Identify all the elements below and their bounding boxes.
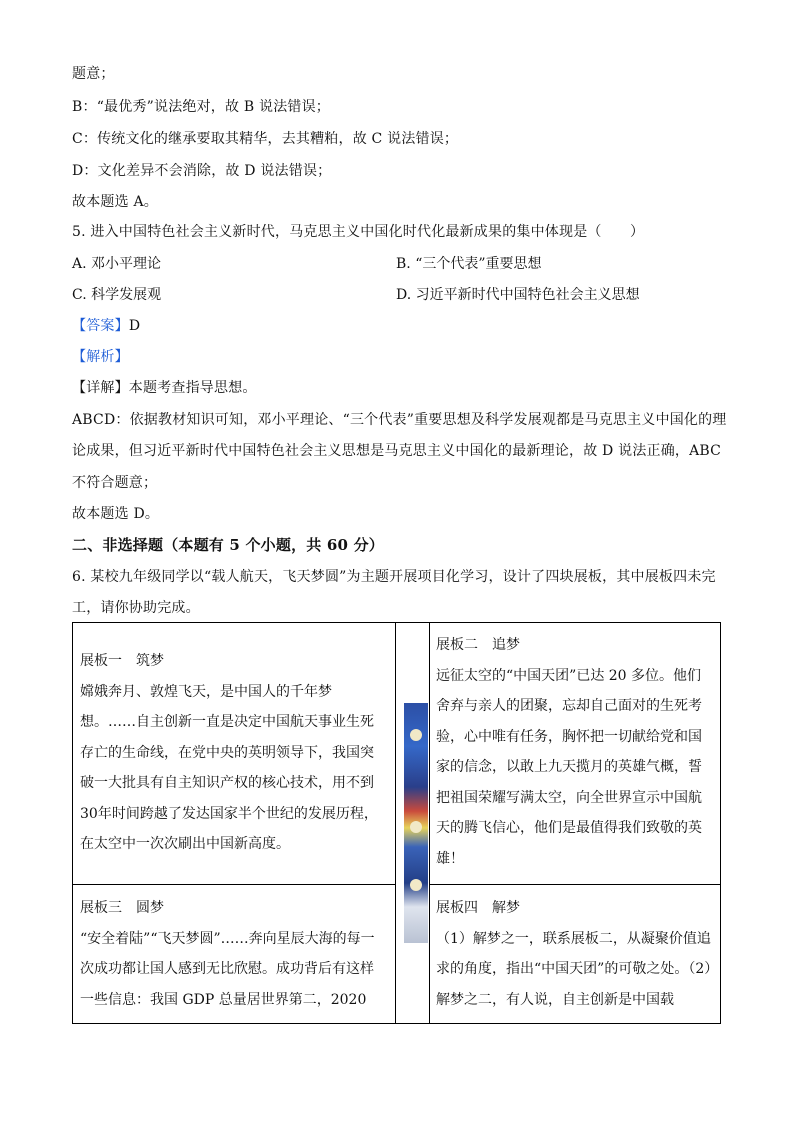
text-line: C：传统文化的继承要取其精华，去其糟粕，故 C 说法错误； xyxy=(72,131,459,147)
space-illustration xyxy=(404,703,428,943)
conclusion-line: 故本题选 D。 xyxy=(72,506,160,522)
board-two-title: 展板二 追梦 xyxy=(436,637,520,653)
explanation-line: ABCD：依据教材知识可知，邓小平理论、“三个代表”重要思想及科学发展观都是马克思主义中国化的理 xyxy=(72,412,727,428)
option-d: D. 习近平新时代中国特色社会主义思想 xyxy=(396,287,640,303)
section-heading: 二、非选择题（本题有 5 个小题，共 60 分） xyxy=(72,536,385,554)
question-6-cont: 工，请你协助完成。 xyxy=(72,600,200,616)
analysis-tag: 【解析】 xyxy=(72,349,129,365)
explanation-line: 论成果，但习近平新时代中国特色社会主义思想是马克思主义中国化的最新理论，故 D 说法正确，ABC xyxy=(72,443,722,459)
board-four-body: （1）解梦之一，联系展板二，从凝聚价值追求的角度，指出“中国天团”的可敬之处。（2）解梦之二，有人说，自主创新是中国载 xyxy=(436,930,712,1008)
board-one xyxy=(80,646,380,860)
board-two-body: 远征太空的“中国天团”已达 20 多位。他们舍弃与亲人的团聚，忘却自己面对的生死考验，心中唯有任务，胸怀把一切献给党和国家的信念，以敢上九天揽月的英雄气概，誓把祖国荣耀写满太空，向全世界宣示中国航天的腾飞信心，他们是最值得我们致敬的英雄！ xyxy=(436,667,702,867)
board-three xyxy=(80,893,380,1015)
answer-value: D xyxy=(128,318,141,334)
divider xyxy=(73,884,396,885)
text-line: 故本题选 A。 xyxy=(72,194,158,210)
board-four-title: 展板四 解梦 xyxy=(436,900,520,916)
option-a: A. 邓小平理论 xyxy=(72,256,162,272)
answer-line xyxy=(72,316,140,336)
option-b: B. “三个代表”重要思想 xyxy=(396,256,542,272)
board-two xyxy=(436,630,714,874)
explanation-line: 不符合题意； xyxy=(72,475,158,491)
board-one-body: 嫦娥奔月、敦煌飞天，是中国人的千年梦想。……自主创新一直是决定中国航天事业生死存亡的生命线，在党中央的英明领导下，我国突破一大批具有自主知识产权的核心技术，用不到30年时间跨越了发达国家半个世纪的发展历程，在太空中一次次刷出中国新高度。 xyxy=(80,683,378,852)
text-line: D：文化差异不会消除，故 D 说法错误； xyxy=(72,163,332,179)
text-line: 题意； xyxy=(72,66,115,82)
board-three-body: “安全着陆”“飞天梦圆”……奔向星辰大海的每一次成功都让国人感到无比欣慰。成功背后有这样一些信息：我国 GDP 总量居世界第二，2020 xyxy=(80,930,375,1008)
board-four xyxy=(436,893,714,1015)
board-three-title: 展板三 圆梦 xyxy=(80,900,164,916)
divider xyxy=(429,623,430,1023)
detail-line: 【详解】本题考查指导思想。 xyxy=(72,380,257,396)
display-board-table xyxy=(72,622,721,1024)
question-6: 6. 某校九年级同学以“载人航天，飞天梦圆”为主题开展项目化学习，设计了四块展板，其中展板四未完 xyxy=(72,569,716,585)
question-5: 5. 进入中国特色社会主义新时代，马克思主义中国化时代化最新成果的集中体现是（ ） xyxy=(72,224,645,240)
answer-tag: 【答案】 xyxy=(72,318,129,334)
text-line: B：“最优秀”说法绝对，故 B 说法错误； xyxy=(72,99,330,115)
board-one-title: 展板一 筑梦 xyxy=(80,653,164,669)
analysis-line xyxy=(72,347,129,367)
divider xyxy=(429,884,720,885)
option-c: C. 科学发展观 xyxy=(72,287,162,303)
divider xyxy=(395,623,396,1023)
